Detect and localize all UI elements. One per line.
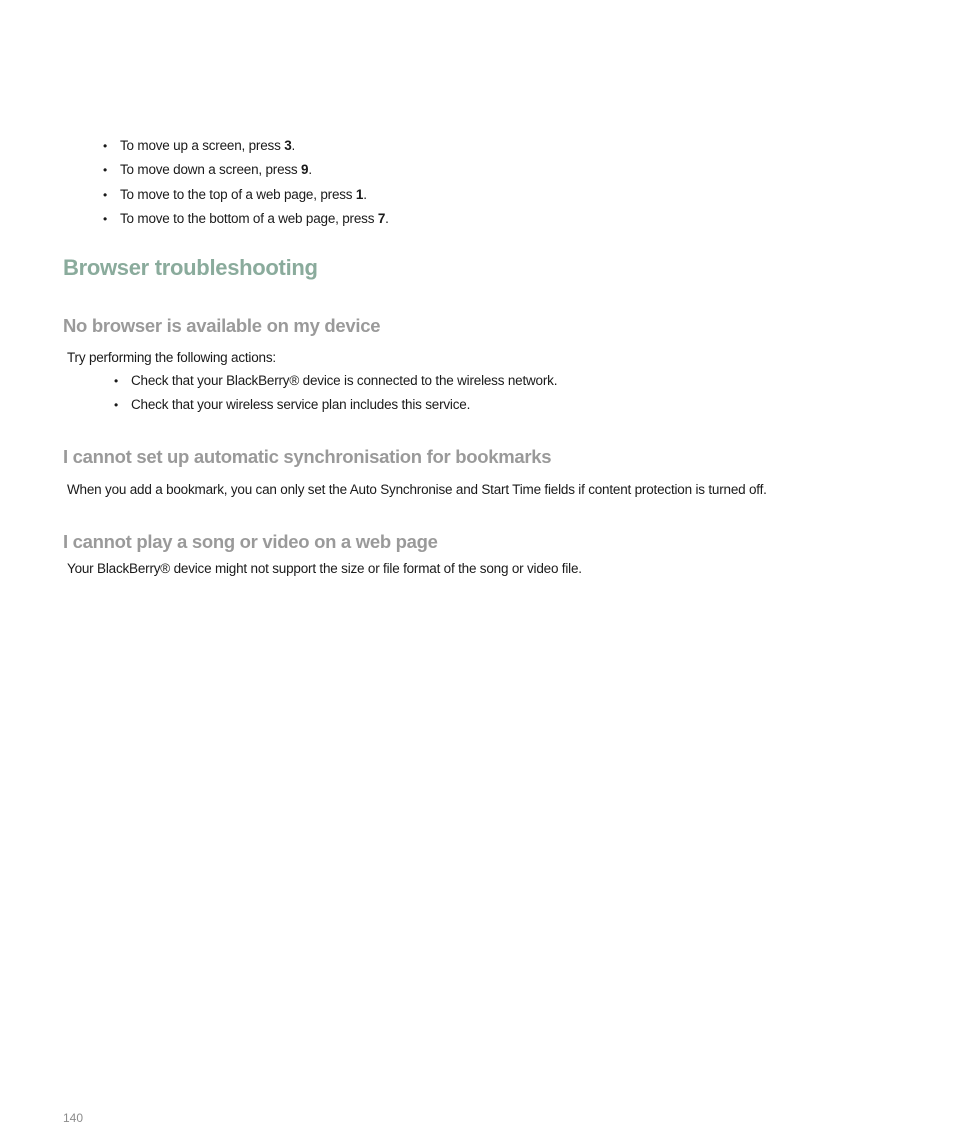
key-label: 1 (355, 186, 364, 202)
section-title: Browser troubleshooting (63, 255, 318, 280)
topic-intro: Try performing the following actions: (67, 350, 276, 365)
topic-body: When you add a bookmark, you can only set the Auto Synchronise and Start Time fields if content protection is turned off. (67, 482, 767, 497)
list-item: • Check that your wireless service plan includes this service. (114, 396, 557, 420)
topic-body: Your BlackBerry® device might not support the size or file format of the song or video file. (67, 561, 582, 576)
list-item: • To move down a screen, press 9. (103, 161, 389, 185)
page-number: 140 (63, 1111, 84, 1125)
topic-heading-bookmark-sync: I cannot set up automatic synchronisation for bookmarks (63, 446, 552, 467)
list-item: • Check that your BlackBerry® device is connected to the wireless network. (114, 372, 557, 396)
key-label: 9 (301, 162, 309, 178)
key-label: 3 (284, 138, 292, 153)
topic-heading-media-playback: I cannot play a song or video on a web page (63, 531, 438, 552)
action-list (114, 372, 557, 420)
key-label: 7 (377, 210, 386, 226)
list-item: • To move up a screen, press 3. (103, 137, 389, 161)
navigation-shortcut-list (103, 137, 389, 234)
list-item: • To move to the top of a web page, press 1. (103, 186, 389, 210)
list-item: • To move to the bottom of a web page, press 7. (103, 210, 389, 234)
topic-heading-no-browser: No browser is available on my device (63, 315, 381, 336)
